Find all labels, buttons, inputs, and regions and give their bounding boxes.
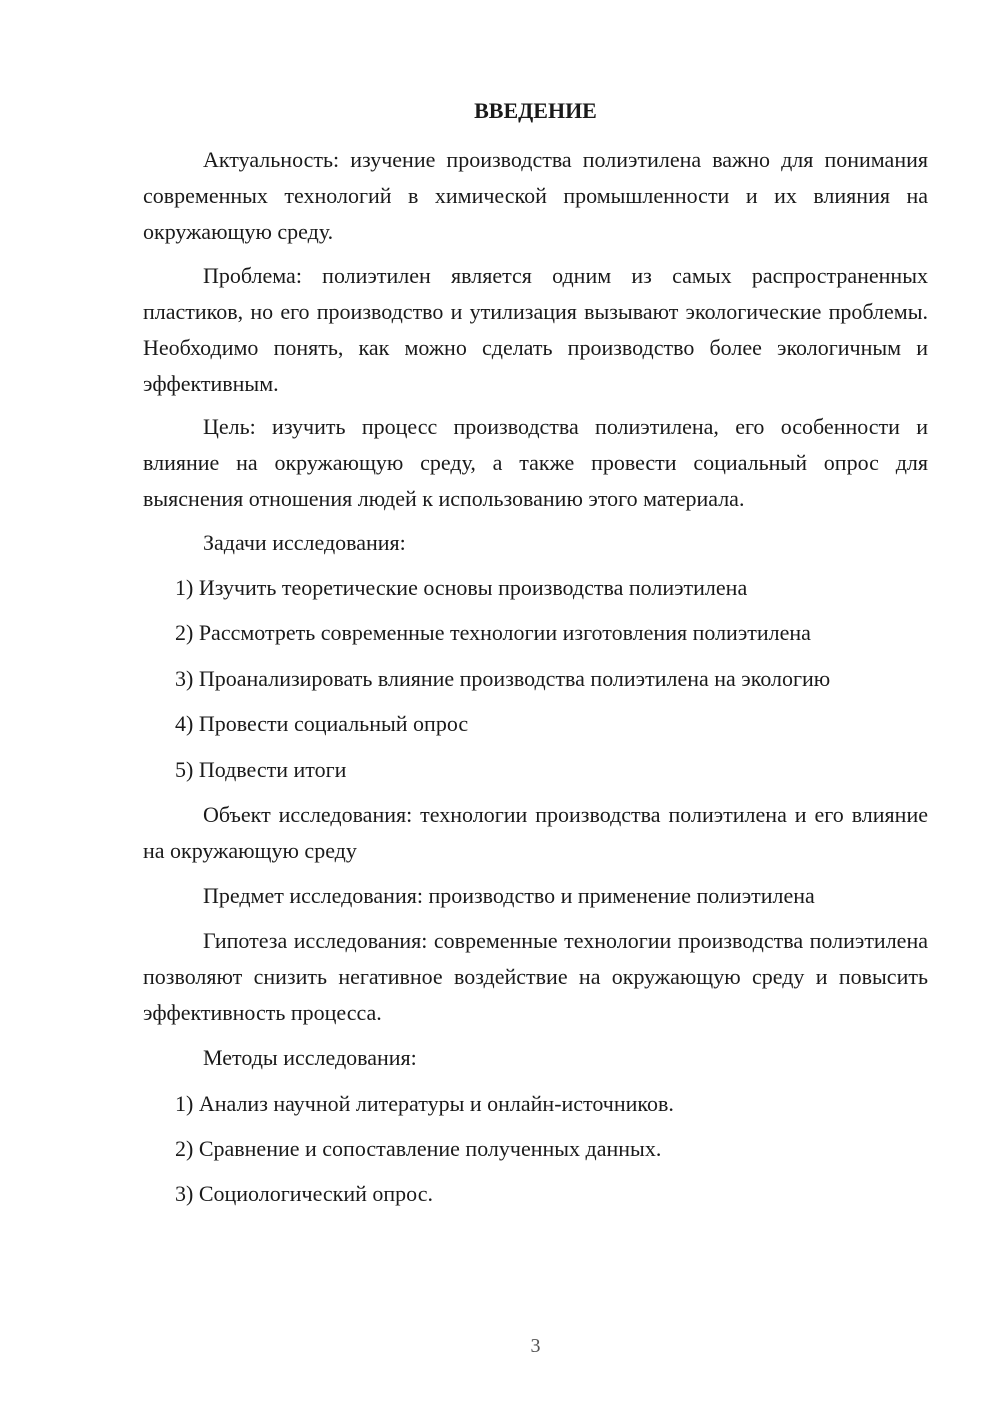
task-item: 1) Изучить теоретические основы производства полиэтилена [175, 575, 748, 600]
task-item: 2) Рассмотреть современные технологии изготовления полиэтилена [175, 620, 811, 645]
paragraph-problem: Проблема: полиэтилен является одним из самых распространенных пластиков, но его производство и утилизация вызывают экологические проблемы. Необходимо понять, как можно сделать производство более экологичным и эффективным. [143, 263, 928, 396]
paragraph-relevance: Актуальность: изучение производства полиэтилена важно для понимания современных технологий в химической промышленности и их влияния на окружающую среду. [143, 147, 928, 244]
paragraph-hypothesis: Гипотеза исследования: современные технологии производства полиэтилена позволяют снизить негативное воздействие на окружающую среду и повысить эффективность процесса. [143, 928, 928, 1025]
task-item: 5) Подвести итоги [175, 757, 347, 782]
tasks-heading: Задачи исследования: [203, 530, 406, 555]
paragraph-object: Объект исследования: технологии производства полиэтилена и его влияние на окружающую среду [143, 802, 928, 863]
task-item: 3) Проанализировать влияние производства полиэтилена на экологию [175, 666, 831, 691]
paragraph-subject: Предмет исследования: производство и применение полиэтилена [203, 883, 815, 908]
paragraph-goal: Цель: изучить процесс производства полиэтилена, его особенности и влияние на окружающую среду, а также провести социальный опрос для выяснения отношения людей к использованию этого материала. [143, 414, 928, 511]
methods-heading: Методы исследования: [203, 1045, 417, 1070]
method-item: 2) Сравнение и сопоставление полученных данных. [175, 1136, 662, 1161]
method-item: 3) Социологический опрос. [175, 1181, 433, 1206]
method-item: 1) Анализ научной литературы и онлайн-источников. [175, 1091, 674, 1116]
task-item: 4) Провести социальный опрос [175, 711, 469, 736]
document-page [143, 0, 928, 1414]
page-number: 3 [530, 1335, 541, 1357]
page-title: ВВЕДЕНИЕ [474, 98, 597, 123]
